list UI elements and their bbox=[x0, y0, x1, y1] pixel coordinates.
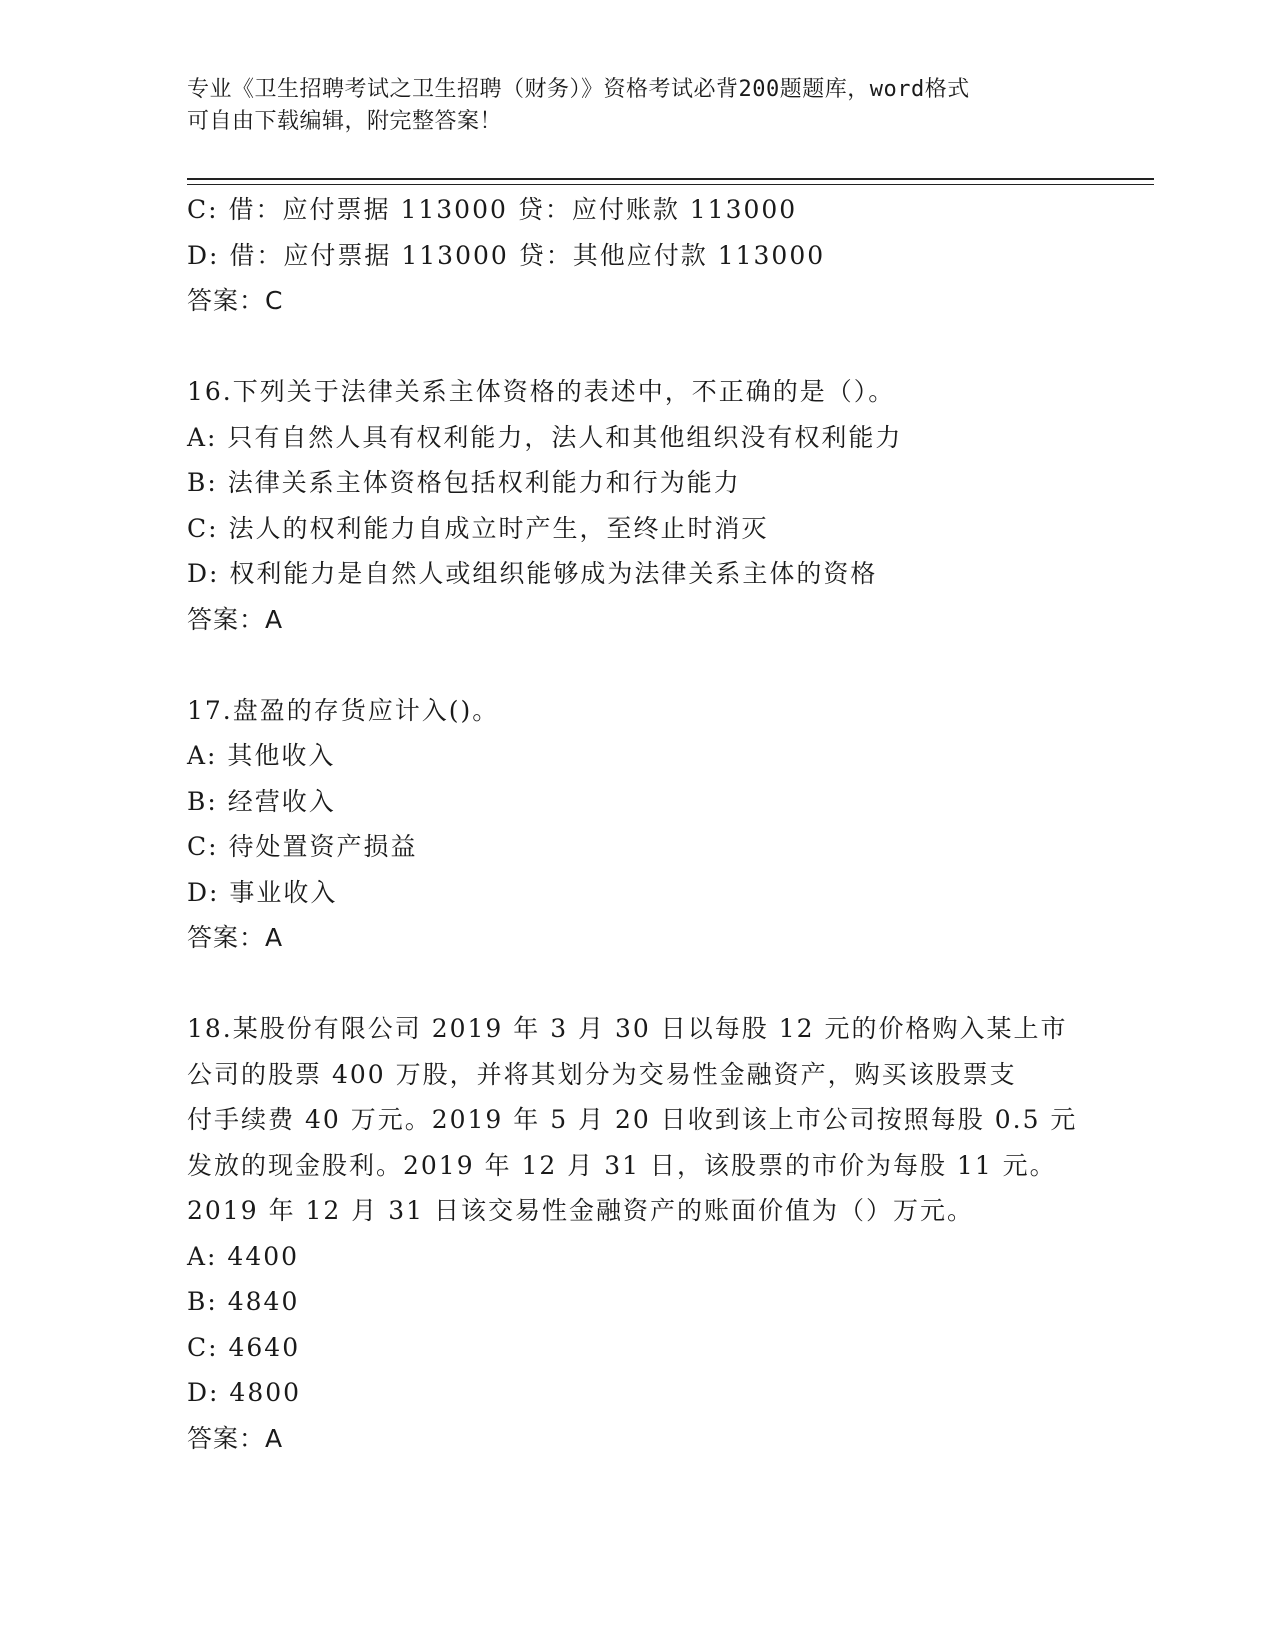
question-stem-line-3: 付手续费 40 万元。2019 年 5 月 20 日收到该上市公司按照每股 0.5 元 bbox=[187, 1105, 1078, 1134]
option-c: C: 法人的权利能力自成立时产生，至终止时消灭 bbox=[187, 513, 769, 543]
question-stem-line-4: 发放的现金股利。2019 年 12 月 31 日，该股票的市价为每股 11 元。 bbox=[187, 1150, 1057, 1180]
option-c: C: 借：应付票据 113000 贷：应付账款 113000 bbox=[187, 195, 798, 224]
option-d: D: 借：应付票据 113000 贷：其他应付款 113000 bbox=[187, 240, 826, 270]
question-stem-line-1: 18.某股份有限公司 2019 年 3 月 30 日以每股 12 元的价格购入某上市 bbox=[187, 1014, 1068, 1043]
answer-label: 答案：A bbox=[187, 1423, 284, 1453]
answer-label: 答案：A bbox=[187, 604, 284, 634]
option-c: C: 4640 bbox=[187, 1332, 301, 1362]
option-b: B: 经营收入 bbox=[187, 786, 336, 816]
option-a: A: 4400 bbox=[187, 1241, 300, 1271]
question-stem-line-2: 公司的股票 400 万股，并将其划分为交易性金融资产，购买该股票支 bbox=[187, 1059, 1017, 1089]
header-line-2: 可自由下载编辑，附完整答案！ bbox=[187, 109, 503, 134]
spacer bbox=[187, 642, 1077, 688]
option-c: C: 待处置资产损益 bbox=[187, 832, 418, 861]
question-15-tail bbox=[187, 187, 1077, 324]
answer-label: 答案：C bbox=[187, 286, 284, 315]
option-b: B: 法律关系主体资格包括权利能力和行为能力 bbox=[187, 468, 741, 497]
document-header bbox=[187, 74, 1067, 138]
question-stem-line-5: 2019 年 12 月 31 日该交易性金融资产的账面价值为（）万元。 bbox=[187, 1196, 974, 1225]
option-d: D: 权利能力是自然人或组织能够成为法律关系主体的资格 bbox=[187, 559, 878, 588]
spacer bbox=[187, 324, 1077, 370]
question-stem: 17.盘盈的存货应计入()。 bbox=[187, 695, 500, 725]
answer-label: 答案：A bbox=[187, 923, 284, 952]
option-a: A: 只有自然人具有权利能力，法人和其他组织没有权利能力 bbox=[187, 422, 903, 452]
spacer bbox=[187, 961, 1077, 1007]
question-stem: 16.下列关于法律关系主体资格的表述中，不正确的是（）。 bbox=[187, 377, 896, 406]
question-16 bbox=[187, 369, 1077, 642]
header-divider-thin bbox=[187, 184, 1154, 185]
question-list bbox=[187, 187, 1077, 1461]
option-d: D: 4800 bbox=[187, 1378, 302, 1407]
header-line-1: 专业《卫生招聘考试之卫生招聘（财务）》资格考试必背200题题库，word格式 bbox=[187, 77, 970, 102]
question-17 bbox=[187, 688, 1077, 961]
option-a: A: 其他收入 bbox=[187, 741, 336, 770]
question-18 bbox=[187, 1006, 1077, 1461]
option-d: D: 事业收入 bbox=[187, 877, 338, 907]
option-b: B: 4840 bbox=[187, 1287, 300, 1316]
header-divider-thick bbox=[187, 178, 1154, 180]
